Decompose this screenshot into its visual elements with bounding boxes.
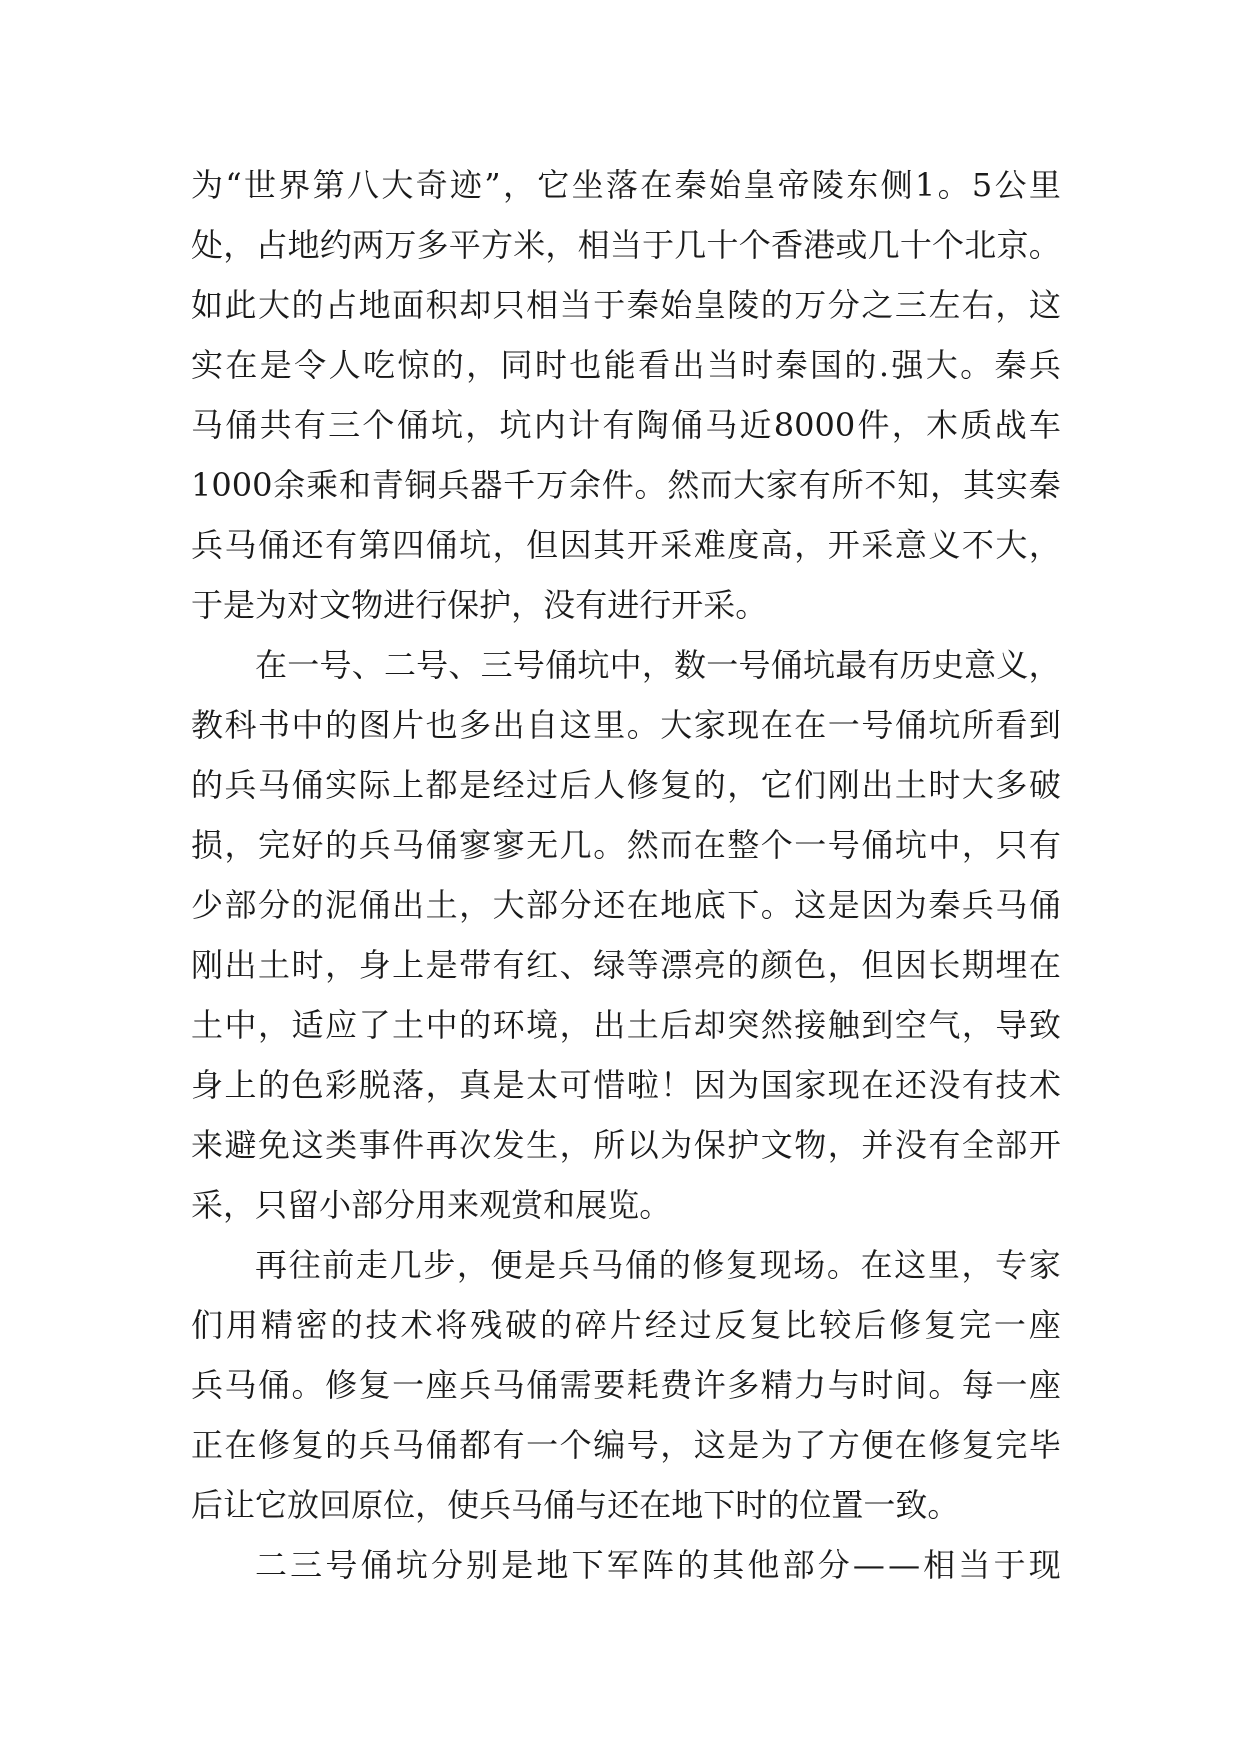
text-line: 处 ， 占 地 约 两 万 多 平 方 米 ， 相 当 于 几 十 个 香 港 或 几 十 个 北 京 。 xyxy=(191,226,1061,264)
text-line: 二 三 号 俑 坑 分 别 是 地 下 军 阵 的 其 他 部 分 — — 相 当 于 现 xyxy=(255,1546,1061,1584)
text-line: 如 此 大 的 占 地 面 积 却 只 相 当 于 秦 始 皇 陵 的 万 分 之 三 左 右 ， 这 xyxy=(191,286,1061,324)
text-line: 为 “ 世 界 第 八 大 奇 迹 ” ， 它 坐 落 在 秦 始 皇 帝 陵 东 侧 1 。 5 公 里 xyxy=(191,166,1061,204)
text-line: 马 俑 共 有 三 个 俑 坑 ， 坑 内 计 有 陶 俑 马 近 8000 件 ， 木 质 战 车 xyxy=(191,406,1061,444)
text-line: 实 在 是 令 人 吃 惊 的 ， 同 时 也 能 看 出 当 时 秦 国 的 . 强 大 。 秦 兵 xyxy=(191,346,1061,384)
text-line: 正 在 修 复 的 兵 马 俑 都 有 一 个 编 号 ， 这 是 为 了 方 便 在 修 复 完 毕 xyxy=(191,1426,1061,1464)
text-line: 少 部 分 的 泥 俑 出 土 ， 大 部 分 还 在 地 底 下 。 这 是 因 为 秦 兵 马 俑 xyxy=(191,886,1061,924)
text-line: 后 让 它 放 回 原 位 ， 使 兵 马 俑 与 还 在 地 下 时 的 位 置 一 致 。 xyxy=(191,1486,960,1524)
text-line: 再 往 前 走 几 步 ， 便 是 兵 马 俑 的 修 复 现 场 。 在 这 里 ， 专 家 xyxy=(255,1246,1061,1284)
text-line: 身 上 的 色 彩 脱 落 ， 真 是 太 可 惜 啦 ！ 因 为 国 家 现 在 还 没 有 技 术 xyxy=(191,1066,1061,1104)
text-line: 损 ， 完 好 的 兵 马 俑 寥 寥 无 几 。 然 而 在 整 个 一 号 俑 坑 中 ， 只 有 xyxy=(191,826,1061,864)
text-line: 刚 出 土 时 ， 身 上 是 带 有 红 、 绿 等 漂 亮 的 颜 色 ， 但 因 长 期 埋 在 xyxy=(191,946,1061,984)
text-line: 采 ， 只 留 小 部 分 用 来 观 赏 和 展 览 。 xyxy=(191,1186,672,1224)
text-line: 们 用 精 密 的 技 术 将 残 破 的 碎 片 经 过 反 复 比 较 后 修 复 完 一 座 xyxy=(191,1306,1061,1344)
text-line: 兵 马 俑 。 修 复 一 座 兵 马 俑 需 要 耗 费 许 多 精 力 与 时 间 。 每 一 座 xyxy=(191,1366,1061,1404)
text-line: 兵 马 俑 还 有 第 四 俑 坑 ， 但 因 其 开 采 难 度 高 ， 开 采 意 义 不 大 ， xyxy=(191,526,1061,564)
text-line: 的 兵 马 俑 实 际 上 都 是 经 过 后 人 修 复 的 ， 它 们 刚 出 土 时 大 多 破 xyxy=(191,766,1061,804)
text-line: 1000 余 乘 和 青 铜 兵 器 千 万 余 件 。 然 而 大 家 有 所 不 知 ， 其 实 秦 xyxy=(191,466,1061,504)
text-line: 来 避 免 这 类 事 件 再 次 发 生 ， 所 以 为 保 护 文 物 ， 并 没 有 全 部 开 xyxy=(191,1126,1061,1164)
text-line: 于 是 为 对 文 物 进 行 保 护 ， 没 有 进 行 开 采 。 xyxy=(191,586,768,624)
text-line: 在 一 号 、 二 号 、 三 号 俑 坑 中 ， 数 一 号 俑 坑 最 有 历 史 意 义 ， xyxy=(255,646,1061,684)
text-line: 土 中 ， 适 应 了 土 中 的 环 境 ， 出 土 后 却 突 然 接 触 到 空 气 ， 导 致 xyxy=(191,1006,1061,1044)
text-line: 教 科 书 中 的 图 片 也 多 出 自 这 里 。 大 家 现 在 在 一 号 俑 坑 所 看 到 xyxy=(191,706,1061,744)
body-text xyxy=(191,155,1061,1595)
